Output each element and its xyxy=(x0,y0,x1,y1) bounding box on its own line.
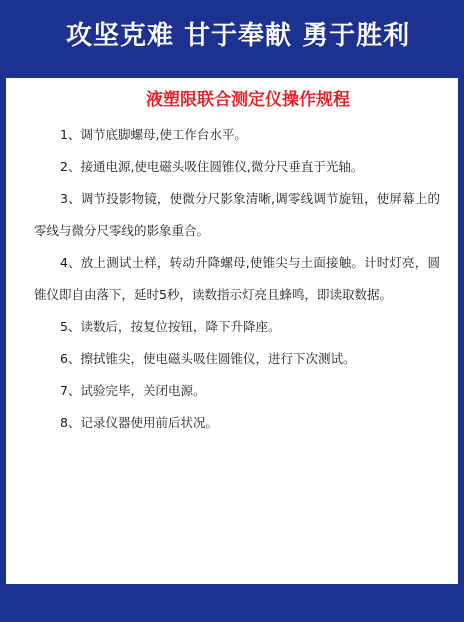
slogan: 攻坚克难 甘于奉献 勇于胜利 xyxy=(66,21,411,51)
document-title: 液塑限联合测定仪操作规程 xyxy=(146,90,350,110)
footer-band xyxy=(0,584,464,622)
procedure-step-2: 2、接通电源,使电磁头吸住圆锥仪,微分尺垂直于光轴。 xyxy=(60,159,364,174)
procedure-step-7: 7、试验完毕，关闭电源。 xyxy=(60,383,206,398)
procedure-step-5: 5、读数后，按复位按钮，降下升降座。 xyxy=(60,319,281,334)
content-panel xyxy=(6,78,458,584)
procedure-step-1: 1、调节底脚螺母,使工作台水平。 xyxy=(60,127,247,142)
procedure-step-4: 4、放上测试土样，转动升降螺母,使锥尖与土面接触。计时灯亮，圆锥仪即自由落下，延时5秒，读数指示灯亮且蜂鸣，即读取数据。 xyxy=(34,255,440,302)
procedure-step-3: 3、调节投影物镜，使微分尺影象清晰,调零线调节旋钮，使屏幕上的零线与微分尺零线的影象重合。 xyxy=(34,191,440,238)
procedure-step-8: 8、记录仪器使用前后状况。 xyxy=(60,415,218,430)
procedure-list xyxy=(34,119,440,439)
header-band xyxy=(0,0,464,72)
procedure-step-6: 6、擦拭锥尖，使电磁头吸住圆锥仪，进行下次测试。 xyxy=(60,351,356,366)
